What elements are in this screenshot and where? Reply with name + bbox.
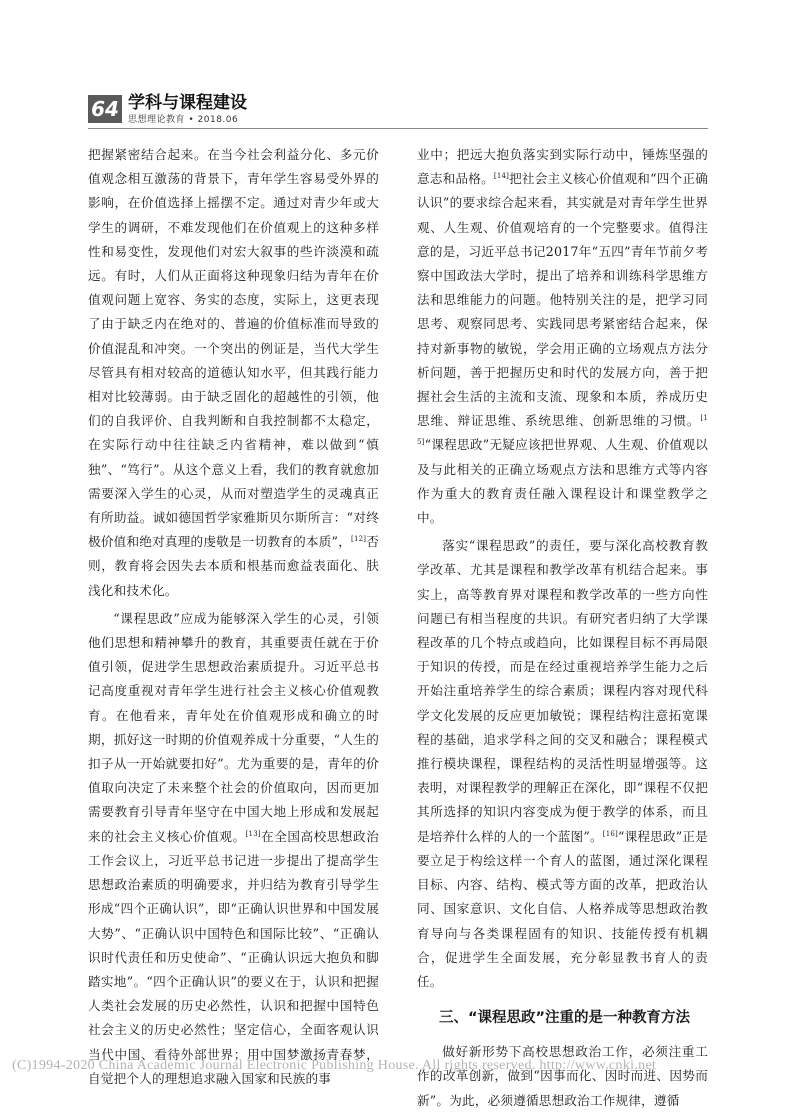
paragraph-text: 落实“课程思政”的责任，要与深化高校教育教学改革、尤其是课程和教学改革有机结合起来。事实上，高等教育界对课程和教学改革的一些方向性问题已有相当程度的共识。有研究者归纳了大学课程改革的几个特点或趋向，比如课程目标不再局限于知识的传授，而是在经过重视培养学生能力之后开始注重培养学生的综合素质；课程内容对现代科学文化发展的反应更加敏锐；课程结构注意拓宽课程的基础，追求学科之间的交叉和融合；课程模式推行模块课程，课程结构的灵活性明显增强等。这表明，对课程教学的理解正在深化，即“课程不仅把其所选择的知识内容变成为便于教学的体系，而且是培养什么样的人的一个蓝图”。 bbox=[417, 538, 708, 844]
paragraph bbox=[88, 143, 379, 603]
paragraph-text: 把社会主义核心价值观和“四个正确认识”的要求综合起来看，其实就是对青年学生世界观、人生观、价值观培育的一个完整要求。值得注意的是，习近平总书记2017年“五四”青年节前夕考察中国政法大学时，提出了培养和训练科学思维方法和思维能力的问题。他特别关注的是，把学习同思考、观察同思考、实践同思考紧密结合起来，保持对新事物的敏锐，学会用正确的立场观点方法分析问题，善于把握历史和时代的发展方向，善于把握社会生活的主流和支流、现象和本质，养成历史思维、辩证思维、系统思维、创新思维的习惯。 bbox=[417, 171, 708, 429]
paragraph-text: “课程思政”无疑应该把世界观、人生观、价值观以及与此相关的正确立场观点方法和思维方式等内容作为重大的教育责任融入课程设计和课堂教学之中。 bbox=[417, 437, 708, 526]
paragraph-text: “课程思政”应成为能够深入学生的心灵，引领他们思想和精神攀升的教育，其重要责任就在于价值引领，促进学生思想政治素质提升。习近平总书记高度重视对青年学生进行社会主义核心价值观教育。在他看来，青年处在价值观形成和确立的时期，抓好这一时期的价值观养成十分重要，“人生的扣子从一开始就要扣好”。尤为重要的是，青年的价值取向决定了未来整个社会的价值取向，因而更加需要教育引导青年坚守在中国大地上形成和发展起来的社会主义核心价值观。 bbox=[88, 610, 379, 844]
paragraph: 做好新形势下高校思想政治工作，必须注重工作的改革创新，做到“因事而化、因时而进、因势而新”。为此，必须遵循思想政治工作规律，遵循 bbox=[417, 1044, 708, 1108]
left-column bbox=[88, 143, 379, 1091]
citation-ref: [12] bbox=[351, 535, 367, 544]
header-rule bbox=[88, 128, 708, 129]
right-column bbox=[417, 143, 708, 1113]
paragraph bbox=[88, 607, 379, 1091]
paragraph-text: 业中；把远大抱负落实到实际行动中，锤炼坚强的意志和品格。 bbox=[417, 147, 708, 187]
citation-ref: [15] bbox=[417, 414, 708, 447]
journal-subtitle: 思想理论教育 • 2018.06 bbox=[128, 115, 239, 125]
paragraph-text: 把握紧密结合起来。在当今社会利益分化、多元价值观念相互激荡的背景下，青年学生容易受外界的影响，在价值选择上摇摆不定。通过对青少年或大学生的调研，不难发现他们在价值观上的这种多样性和易变性，发现他们对宏大叙事的些许淡漠和疏远。有时，人们从正面将这种现象归结为青年在价值观问题上宽容、务实的态度，实际上，这更表现了由于缺乏内在绝对的、普遍的价值标准而导致的价值混乱和冲突。一个突出的例证是，当代大学生尽管具有相对较高的道德认知水平，但其践行能力相对比较薄弱。由于缺乏固化的超越性的引领，他们的自我评价、自我判断和自我控制都不太稳定，在实际行动中往往缺乏内省精神，难以做到“慎独”、“笃行”。从这个意义上看，我们的教育就愈加需要深入学生的心灵，从而对塑造学生的灵魂真正有所助益。诚如德国哲学家雅斯贝尔斯所言：“对终极价值和绝对真理的虔敬是一切教育的本质”， bbox=[88, 147, 379, 550]
paragraph bbox=[417, 534, 708, 994]
journal-section-title: 学科与课程建设 bbox=[128, 93, 247, 113]
paragraph bbox=[417, 143, 708, 530]
copyright-footer: (C)1994-2020 China Academic Journal Electronic Publishing House. All rights reserved. http://www.cnki.net bbox=[12, 1058, 657, 1073]
citation-ref: [16] bbox=[602, 829, 618, 838]
citation-ref: [14] bbox=[493, 172, 510, 181]
paragraph-text: 否则，教育将会因失去本质和根基而愈益表面化、肤浅化和技术化。 bbox=[88, 534, 380, 598]
paragraph-text: 在全国高校思想政治工作会议上，习近平总书记进一步提出了提高学生思想政治素质的明确要求，并归结为教育引导学生形成“四个正确认识”，即“正确认识世界和中国发展大势”、“正确认识中国特色和国际比较”、“正确认识时代责任和历史使命”、“正确认识远大抱负和脚踏实地”。“四个正确认识”的要义在于，认识和把握人类社会发展的历史必然性，认识和把握中国特色社会主义的历史必然性；坚定信心，全面客观认识当代中国、看待外部世界；用中国梦激扬青春梦，自觉把个人的理想追求融入国家和民族的事 bbox=[88, 828, 379, 1086]
section-heading: 三、“课程思政”注重的是一种教育方法 bbox=[439, 1010, 691, 1027]
page-header bbox=[88, 93, 708, 133]
citation-ref: [13] bbox=[245, 829, 261, 838]
paragraph-text: “课程思政”正是要立足于构绘这样一个育人的蓝图，通过深化课程目标、内容、结构、模式等方面的改革，把政治认同、国家意识、文化自信、人格养成等思想政治教育导向与各类课程固有的知识、技能传授有机耦合，促进学生全面发展，充分彰显教书育人的责任。 bbox=[417, 828, 708, 989]
page-number: 64 bbox=[88, 95, 122, 123]
